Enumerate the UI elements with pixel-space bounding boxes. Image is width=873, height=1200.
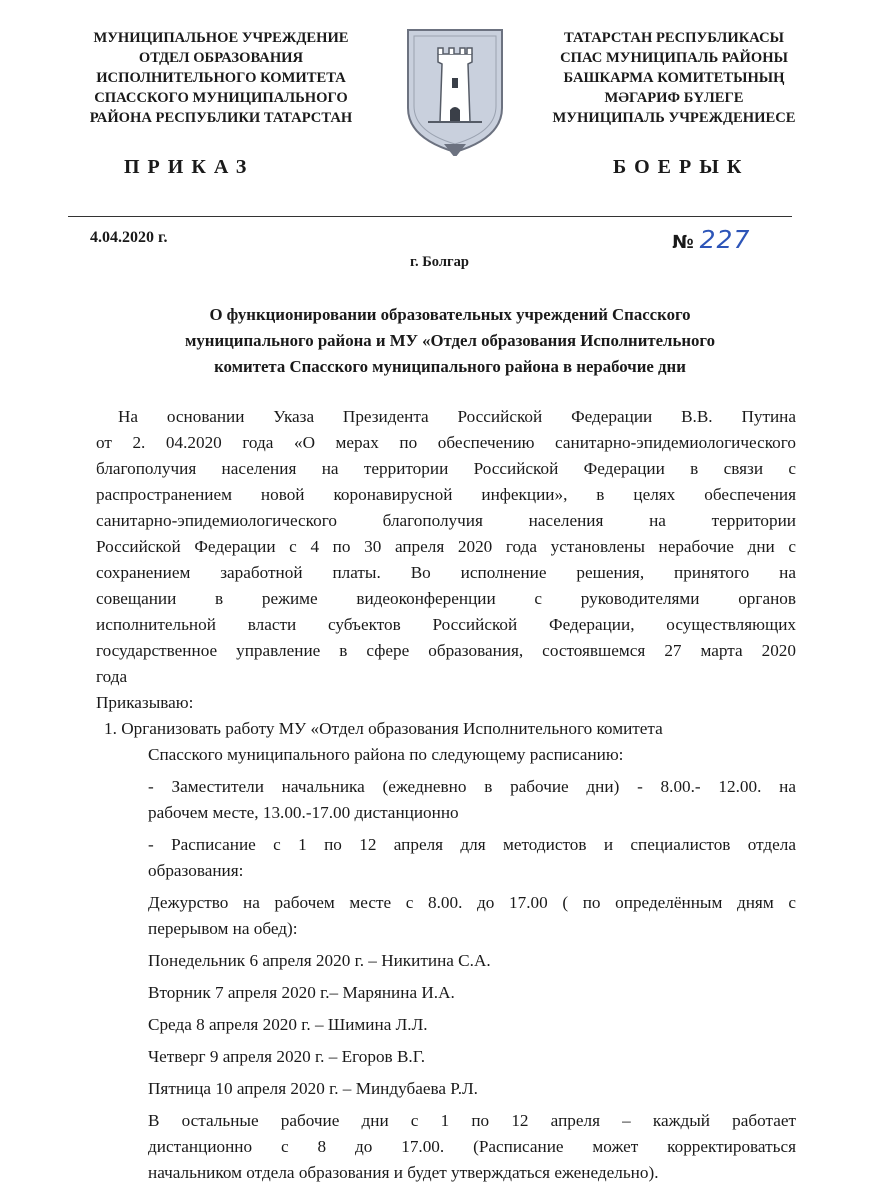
preamble-line: от 2. 04.2020 года «О мерах по обеспечению санитарно-эпидемиологического: [96, 433, 796, 452]
preamble-line: благополучия населения на территории Российской Федерации в связи с: [96, 459, 796, 478]
header-right-line: СПАС МУНИЦИПАЛЬ РАЙОНЫ: [560, 50, 788, 66]
remote-line: дистанционно с 8 до 17.00. (Расписание может корректироваться: [148, 1137, 796, 1156]
duty-day-item: Пятница 10 апреля 2020 г. – Миндубаева Р.Л.: [148, 1079, 478, 1098]
preamble-line: На основании Указа Президента Российской Федерации В.В. Путина: [118, 407, 796, 426]
schedule-line: - Расписание с 1 по 12 апреля для методистов и специалистов отдела: [148, 835, 796, 854]
preamble-line: Российской Федерации с 4 по 30 апреля 2020 года установлены нерабочие дни с: [96, 537, 796, 556]
preamble-line: совещании в режиме видеоконференции с руководителями органов: [96, 589, 796, 608]
header-left-line: ИСПОЛНИТЕЛЬНОГО КОМИТЕТА: [96, 70, 346, 86]
header-left-line: СПАССКОГО МУНИЦИПАЛЬНОГО: [94, 90, 348, 106]
duty-day-item: Понедельник 6 апреля 2020 г. – Никитина С.А.: [148, 951, 491, 970]
document-date: 4.04.2020 г.: [90, 229, 168, 246]
document-city: г. Болгар: [410, 254, 469, 270]
header-right-line: МУНИЦИПАЛЬ УЧРЕЖДЕНИЕСЕ: [552, 110, 796, 126]
header-left-line: МУНИЦИПАЛЬНОЕ УЧРЕЖДЕНИЕ: [93, 30, 349, 46]
handwritten-number: 227: [699, 225, 751, 254]
number-sign: №: [672, 232, 694, 253]
item-1-line: 1. Организовать работу МУ «Отдел образования Исполнительного комитета: [104, 719, 663, 738]
deputies-line: рабочем месте, 13.00.-17.00 дистанционно: [148, 803, 459, 822]
document-number: [672, 225, 750, 254]
remote-line: начальником отдела образования и будет утверждаться еженедельно).: [148, 1163, 659, 1182]
header-right-block: [522, 28, 826, 128]
preamble-line: распространением новой коронавирусной инфекции», в целях обеспечения: [96, 485, 796, 504]
deputies-line: - Заместители начальника (ежедневно в рабочие дни) - 8.00.- 12.00. на: [148, 777, 796, 796]
header-right-line: БАШКАРМА КОМИТЕТЫНЫҢ: [563, 70, 785, 86]
title-line: комитета Спасского муниципального района в нерабочие дни: [214, 357, 686, 376]
header-divider: [68, 216, 792, 217]
item-1-line: Спасского муниципального района по следующему расписанию:: [148, 745, 624, 764]
schedule-line: образования:: [148, 861, 244, 880]
order-label: Приказываю:: [96, 693, 194, 712]
order-word-ru: ПРИКАЗ: [124, 156, 255, 178]
document-title: [100, 302, 800, 380]
duty-line: Дежурство на рабочем месте с 8.00. до 17.00 ( по определённым дням с: [148, 893, 796, 912]
title-line: О функционировании образовательных учреждений Спасского: [209, 305, 691, 324]
duty-day-item: Среда 8 апреля 2020 г. – Шимина Л.Л.: [148, 1015, 428, 1034]
header-left-line: РАЙОНА РЕСПУБЛИКИ ТАТАРСТАН: [89, 110, 353, 126]
header-left-block: [62, 28, 380, 128]
title-line: муниципального района и МУ «Отдел образования Исполнительного: [184, 331, 716, 350]
preamble-line: государственное управление в сфере образования, состоявшемся 27 марта 2020: [96, 641, 796, 660]
preamble-line: года: [96, 667, 128, 686]
header-right-line: ТАТАРСТАН РЕСПУБЛИКАСЫ: [563, 30, 784, 46]
header-right-line: МӘГАРИФ БҮЛЕГЕ: [604, 90, 744, 106]
preamble-line: исполнительной власти субъектов Российской Федерации, осуществляющих: [96, 615, 796, 634]
document-body: [96, 404, 796, 1186]
preamble-line: сохранением заработной платы. Во исполнение решения, принятого на: [96, 563, 796, 582]
order-word-tt: БОЕРЫК: [613, 156, 750, 178]
duty-day-item: Четверг 9 апреля 2020 г. – Егоров В.Г.: [148, 1047, 426, 1066]
coat-of-arms-tower-icon: [404, 26, 506, 156]
duty-day-item: Вторник 7 апреля 2020 г.– Марянина И.А.: [148, 983, 455, 1002]
duty-line: перерывом на обед):: [148, 919, 298, 938]
preamble-line: санитарно-эпидемиологического благополучия населения на территории: [96, 511, 796, 530]
header-left-line: ОТДЕЛ ОБРАЗОВАНИЯ: [138, 50, 304, 66]
remote-line: В остальные рабочие дни с 1 по 12 апреля – каждый работает: [148, 1111, 796, 1130]
